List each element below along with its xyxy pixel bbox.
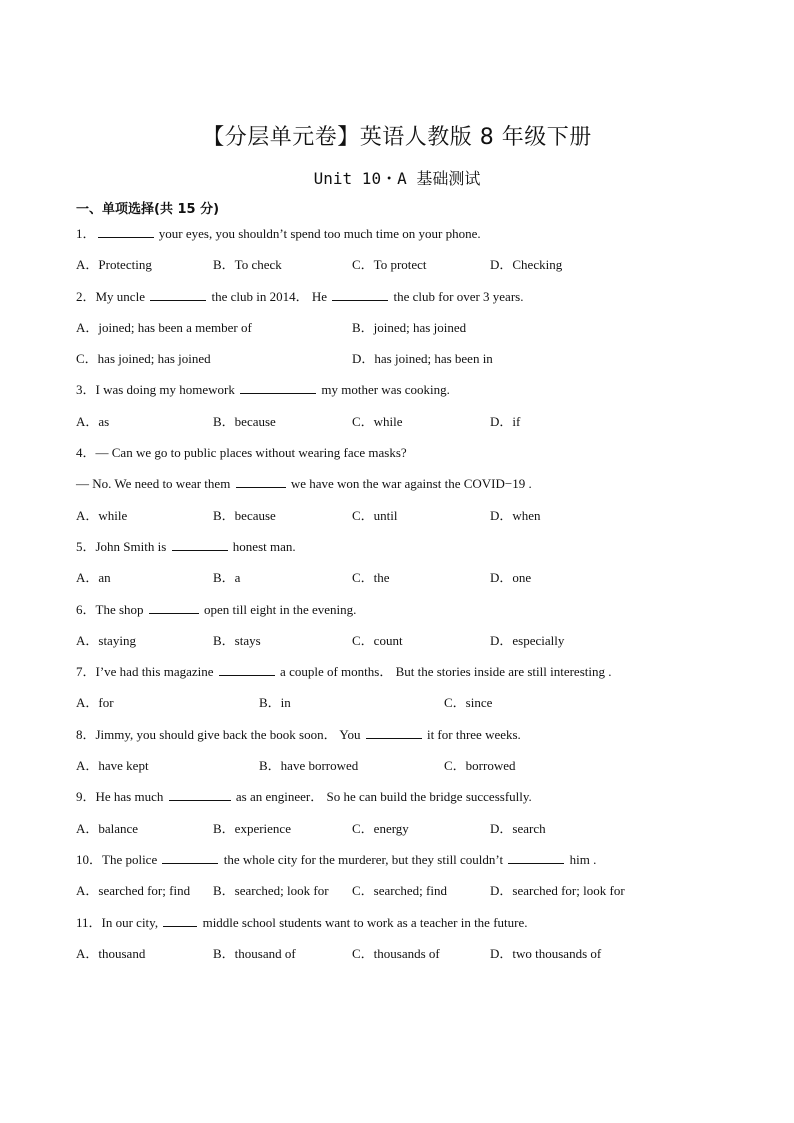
answer-option: A．joined; has been a member of (76, 319, 252, 335)
answer-option: C．searched; find (352, 883, 447, 899)
question-stem (76, 785, 756, 816)
answer-blank (150, 287, 206, 301)
options-row (76, 347, 756, 378)
answer-option: B．stays (213, 632, 261, 648)
question-text: him . (566, 851, 597, 867)
options-row (76, 253, 756, 284)
question-stem (76, 222, 756, 253)
question-text: honest man. (229, 538, 296, 554)
answer-option: C．energy (352, 820, 409, 836)
question-stem (76, 660, 756, 691)
question-text: 5．John Smith is (76, 538, 170, 554)
question-text: the club in 2014． He (208, 288, 331, 304)
answer-option: D．two thousands of (490, 945, 602, 961)
question-text: 6．The shop (76, 601, 147, 617)
question-text: 3．I was doing my homework (76, 382, 239, 398)
answer-blank (162, 850, 218, 864)
question-text: 1． (76, 226, 96, 241)
answer-option: B．because (213, 507, 276, 523)
answer-option: A．an (76, 570, 111, 586)
question-stem (76, 598, 756, 629)
question-stem (76, 472, 756, 503)
answer-blank (169, 787, 231, 801)
options-row (76, 691, 756, 722)
question-stem (76, 723, 756, 754)
answer-option: C．since (444, 695, 493, 711)
options-row (76, 566, 756, 597)
answer-option: B．searched; look for (213, 883, 329, 899)
question-stem (76, 441, 756, 472)
answer-blank (332, 287, 388, 301)
answer-option: B．a (213, 570, 241, 586)
question-text: 9．He has much (76, 789, 167, 805)
answer-option: A．thousand (76, 945, 146, 961)
question-stem (76, 911, 756, 942)
question-text: 4．— Can we go to public places without wearing face masks? (76, 445, 407, 461)
answer-blank (172, 537, 228, 551)
page-title: 【分层单元卷】英语人教版 8 年级下册 (202, 125, 592, 150)
answer-option: C．while (352, 413, 403, 429)
answer-option: B．have borrowed (259, 758, 359, 774)
question-text: it for three weeks. (423, 726, 521, 742)
answer-option: A．for (76, 695, 114, 711)
question-text: the club for over 3 years. (390, 288, 524, 304)
answer-blank (366, 725, 422, 739)
answer-blank (508, 850, 564, 864)
answer-option: A．balance (76, 820, 139, 836)
answer-option: C．until (352, 507, 398, 523)
answer-option: B．To check (213, 257, 282, 273)
answer-blank (98, 224, 154, 238)
options-row (76, 817, 756, 848)
question-text: the whole city for the murderer, but they still couldn’t (220, 851, 507, 867)
question-text: 2．My uncle (76, 288, 149, 304)
question-text: 7．I’ve had this magazine (76, 664, 217, 680)
question-text: open till eight in the evening. (200, 601, 357, 617)
answer-option: C．count (352, 632, 403, 648)
question-stem (76, 285, 756, 316)
page-subtitle: Unit 10・A 基础测试 (313, 169, 481, 188)
answer-option: D．searched for; look for (490, 883, 625, 899)
answer-blank (149, 600, 199, 614)
question-text: middle school students want to work as a teacher in the future. (199, 914, 528, 930)
answer-option: D．especially (490, 632, 565, 648)
question-text: a couple of months． But the stories inside are still interesting . (276, 664, 612, 680)
answer-blank (163, 913, 197, 927)
question-text: — No. We need to wear them (76, 476, 234, 492)
answer-option: A．staying (76, 632, 136, 648)
answer-option: C．the (352, 570, 390, 586)
answer-option: D．one (490, 570, 532, 586)
answer-blank (236, 474, 286, 488)
answer-option: C．To protect (352, 257, 427, 273)
answer-blank (240, 380, 316, 394)
options-row (76, 504, 756, 535)
question-stem (76, 848, 756, 879)
section-heading: 一、单项选择(共 15 分) (76, 202, 220, 217)
question-text: as an engineer． So he can build the bridge successfully. (232, 789, 532, 805)
answer-option: D．Checking (490, 257, 563, 273)
question-text: 11．In our city, (76, 914, 162, 930)
question-stem (76, 535, 756, 566)
question-text: 10．The police (76, 851, 161, 867)
answer-option: A．Protecting (76, 257, 152, 273)
answer-option: B．experience (213, 820, 291, 836)
options-row (76, 754, 756, 785)
question-text: your eyes, you shouldn’t spend too much time on your phone. (155, 226, 481, 241)
answer-option: C．has joined; has joined (76, 351, 211, 367)
options-row (76, 879, 756, 910)
question-text: my mother was cooking. (318, 382, 450, 398)
answer-option: A．as (76, 413, 110, 429)
question-stem (76, 378, 756, 409)
answer-option: D．if (490, 413, 521, 429)
answer-option: C．thousands of (352, 945, 440, 961)
question-text: 8．Jimmy, you should give back the book soon． You (76, 726, 364, 742)
answer-blank (219, 662, 275, 676)
answer-option: B．joined; has joined (352, 319, 467, 335)
question-list (76, 222, 756, 973)
question-text: we have won the war against the COVID−19 . (287, 476, 532, 492)
answer-option: B．in (259, 695, 291, 711)
answer-option: D．has joined; has been in (352, 351, 493, 367)
answer-option: A．searched for; find (76, 883, 191, 899)
answer-option: D．when (490, 507, 541, 523)
answer-option: A．while (76, 507, 128, 523)
answer-option: D．search (490, 820, 546, 836)
options-row (76, 942, 756, 973)
answer-option: B．thousand of (213, 945, 296, 961)
options-row (76, 629, 756, 660)
answer-option: B．because (213, 413, 276, 429)
options-row (76, 410, 756, 441)
options-row (76, 316, 756, 347)
answer-option: C．borrowed (444, 758, 516, 774)
answer-option: A．have kept (76, 758, 149, 774)
